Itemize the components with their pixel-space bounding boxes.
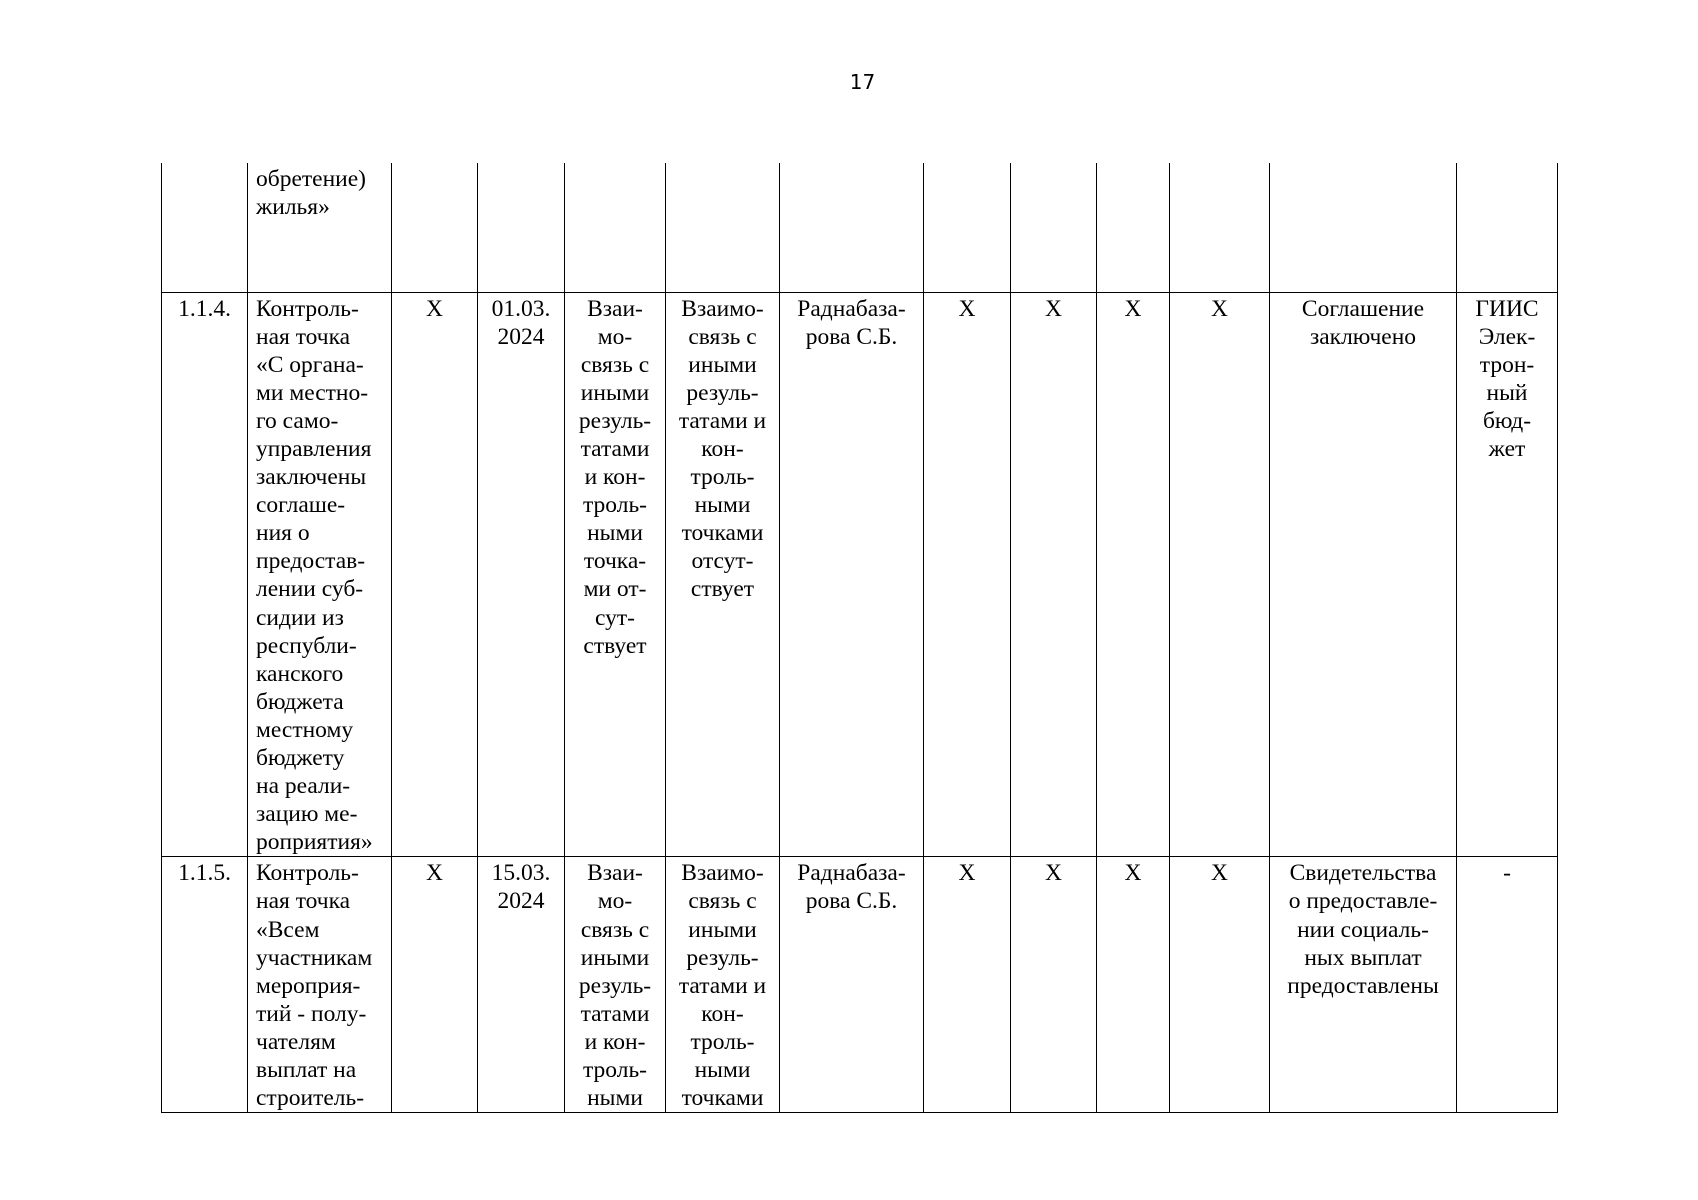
cell-col7 bbox=[780, 163, 924, 292]
cell-col13 bbox=[1457, 163, 1558, 292]
cell-name: Контроль- ная точка «С органа- ми местно- го само- управления заключены соглаше- ния о предостав- лении суб- сидии из республи- канского бюджета местному бюджету на реали- зацию ме- роприятия» bbox=[248, 292, 392, 857]
cell-col10: X bbox=[1097, 857, 1170, 1113]
cell-col12 bbox=[1270, 163, 1457, 292]
table-row bbox=[162, 857, 1558, 1113]
page-number: 17 bbox=[849, 70, 876, 94]
cell-col4: 15.03. 2024 bbox=[478, 857, 565, 1113]
cell-col13: ГИИС Элек- трон- ный бюд- жет bbox=[1457, 292, 1558, 857]
cell-col4 bbox=[478, 163, 565, 292]
cell-col12: Соглашение заключено bbox=[1270, 292, 1457, 857]
cell-col10: X bbox=[1097, 292, 1170, 857]
cell-col9: X bbox=[1011, 292, 1097, 857]
cell-col9 bbox=[1011, 163, 1097, 292]
cell-col9: X bbox=[1011, 857, 1097, 1113]
table-row bbox=[162, 163, 1558, 292]
cell-col8 bbox=[924, 163, 1011, 292]
cell-col7: Раднабаза- рова С.Б. bbox=[780, 292, 924, 857]
cell-col6 bbox=[666, 163, 780, 292]
cell-col8: X bbox=[924, 292, 1011, 857]
cell-col5: Взаи- мо- связь с иными резуль- татами и кон- троль- ными bbox=[565, 857, 666, 1113]
cell-number: 1.1.5. bbox=[162, 857, 248, 1113]
cell-col3: X bbox=[392, 292, 478, 857]
control-points-table bbox=[161, 163, 1558, 1113]
cell-col11 bbox=[1170, 163, 1270, 292]
cell-col12: Свидетельства о предоставле- нии социаль- ных выплат предоставлены bbox=[1270, 857, 1457, 1113]
cell-col11: X bbox=[1170, 857, 1270, 1113]
cell-col5 bbox=[565, 163, 666, 292]
cell-col10 bbox=[1097, 163, 1170, 292]
cell-number bbox=[162, 163, 248, 292]
cell-col3 bbox=[392, 163, 478, 292]
cell-col3: X bbox=[392, 857, 478, 1113]
table-row bbox=[162, 292, 1558, 857]
cell-name: обретение) жилья» bbox=[248, 163, 392, 292]
cell-col13: - bbox=[1457, 857, 1558, 1113]
cell-col4: 01.03. 2024 bbox=[478, 292, 565, 857]
cell-col6: Взаимо- связь с иными резуль- татами и кон- троль- ными точками bbox=[666, 857, 780, 1113]
cell-col5: Взаи- мо- связь с иными резуль- татами и кон- троль- ными точка- ми от- сут- ствует bbox=[565, 292, 666, 857]
cell-col6: Взаимо- связь с иными резуль- татами и кон- троль- ными точками отсут- ствует bbox=[666, 292, 780, 857]
cell-col7: Раднабаза- рова С.Б. bbox=[780, 857, 924, 1113]
cell-name: Контроль- ная точка «Всем участникам мероприя- тий - полу- чателям выплат на строитель- bbox=[248, 857, 392, 1113]
cell-col11: X bbox=[1170, 292, 1270, 857]
cell-number: 1.1.4. bbox=[162, 292, 248, 857]
cell-col8: X bbox=[924, 857, 1011, 1113]
